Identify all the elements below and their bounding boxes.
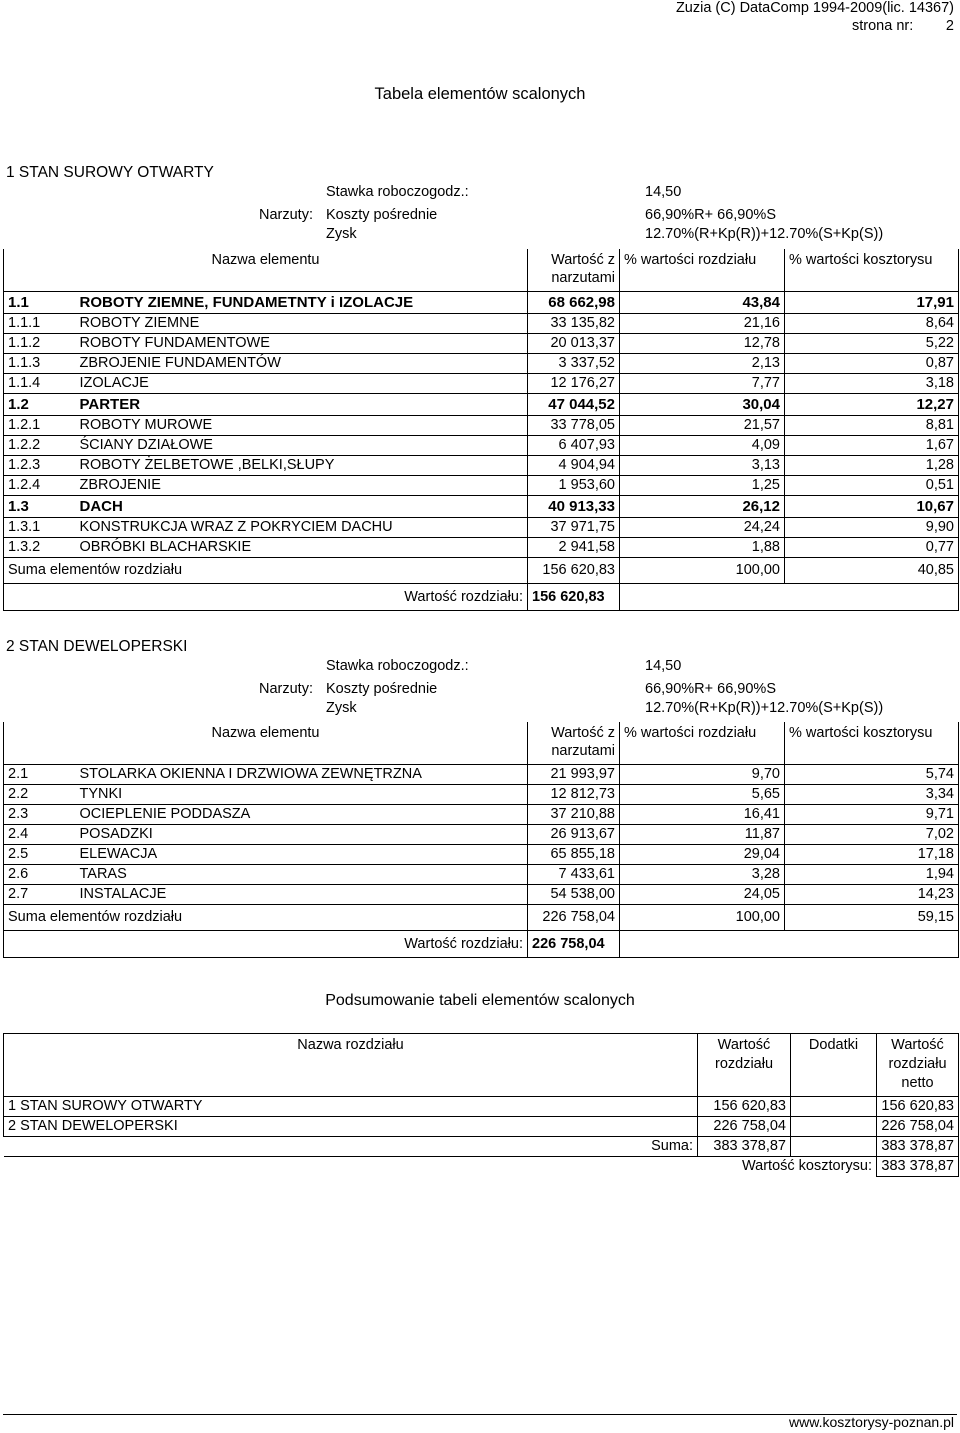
row-pct-total: 5,74 (785, 764, 959, 784)
row-number: 1.2.1 (4, 415, 76, 435)
row-name: OBRÓBKI BLACHARSKIE (76, 537, 528, 557)
row-number: 2.2 (4, 784, 76, 804)
row-value: 3 337,52 (528, 353, 620, 373)
chapter-table (3, 722, 959, 958)
row-pct-chapter: 24,24 (620, 517, 785, 537)
table-row (4, 353, 959, 373)
row-value: 12 812,73 (528, 784, 620, 804)
row-number: 1.3.2 (4, 537, 76, 557)
row-value: 21 993,97 (528, 764, 620, 784)
row-pct-chapter: 1,25 (620, 475, 785, 495)
summary-col-net: Wartość rozdziału netto (877, 1034, 959, 1097)
row-number: 2.6 (4, 864, 76, 884)
summary-sum-net: 383 378,87 (877, 1137, 959, 1157)
row-pct-chapter: 12,78 (620, 333, 785, 353)
row-number: 1.2.4 (4, 475, 76, 495)
summary-row-value: 156 620,83 (698, 1097, 791, 1117)
row-name: KONSTRUKCJA WRAZ Z POKRYCIEM DACHU (76, 517, 528, 537)
table-row (4, 784, 959, 804)
summary-row (4, 1097, 959, 1117)
row-number: 2.3 (4, 804, 76, 824)
row-name: POSADZKI (76, 824, 528, 844)
table-row (4, 415, 959, 435)
row-value: 37 210,88 (528, 804, 620, 824)
col-header-pct-chapter: % wartości rozdziału (620, 722, 785, 764)
empty-cell (620, 930, 785, 957)
row-number: 2.7 (4, 884, 76, 904)
row-pct-chapter: 9,70 (620, 764, 785, 784)
summary-col-extra: Dodatki (791, 1034, 877, 1097)
row-number: 2.4 (4, 824, 76, 844)
table-row (4, 844, 959, 864)
row-value: 2 941,58 (528, 537, 620, 557)
row-name: ROBOTY MUROWE (76, 415, 528, 435)
row-number: 1.1.4 (4, 373, 76, 393)
table-row (4, 455, 959, 475)
row-value: 12 176,27 (528, 373, 620, 393)
row-value: 33 135,82 (528, 313, 620, 333)
summary-sum-label: Suma: (4, 1137, 698, 1157)
row-pct-chapter: 21,57 (620, 415, 785, 435)
table-row (4, 824, 959, 844)
chapter-value-label: Wartość rozdziału: (4, 930, 528, 957)
row-number: 2.5 (4, 844, 76, 864)
row-pct-chapter: 21,16 (620, 313, 785, 333)
sum-value: 226 758,04 (528, 904, 620, 930)
row-pct-total: 0,77 (785, 537, 959, 557)
table-row (4, 435, 959, 455)
table-row (4, 393, 959, 415)
row-value: 6 407,93 (528, 435, 620, 455)
row-pct-total: 7,02 (785, 824, 959, 844)
row-name: ROBOTY ŻELBETOWE ,BELKI,SŁUPY (76, 455, 528, 475)
chapter-value-label: Wartość rozdziału: (4, 583, 528, 610)
row-pct-chapter: 43,84 (620, 291, 785, 313)
summary-row-net: 226 758,04 (877, 1117, 959, 1137)
row-value: 37 971,75 (528, 517, 620, 537)
row-name: ROBOTY FUNDAMENTOWE (76, 333, 528, 353)
row-pct-chapter: 2,13 (620, 353, 785, 373)
row-name: ELEWACJA (76, 844, 528, 864)
row-value: 68 662,98 (528, 291, 620, 313)
row-number: 1.3 (4, 495, 76, 517)
row-pct-total: 14,23 (785, 884, 959, 904)
document-title: Tabela elementów scalonych (374, 85, 586, 103)
row-pct-chapter: 26,12 (620, 495, 785, 517)
row-pct-total: 1,28 (785, 455, 959, 475)
table-row (4, 475, 959, 495)
sum-value: 156 620,83 (528, 557, 620, 583)
row-pct-total: 1,67 (785, 435, 959, 455)
row-pct-total: 9,90 (785, 517, 959, 537)
summary-row-net: 156 620,83 (877, 1097, 959, 1117)
summary-total-value: 383 378,87 (877, 1157, 959, 1177)
row-name: ŚCIANY DZIAŁOWE (76, 435, 528, 455)
sum-pct-total: 40,85 (785, 557, 959, 583)
row-pct-total: 17,91 (785, 291, 959, 313)
row-pct-total: 12,27 (785, 393, 959, 415)
summary-col-name: Nazwa rozdziału (4, 1034, 698, 1097)
row-number: 1.1.2 (4, 333, 76, 353)
row-pct-total: 8,64 (785, 313, 959, 333)
col-header-pct-total: % wartości kosztorysu (785, 249, 959, 291)
row-pct-chapter: 1,88 (620, 537, 785, 557)
chapter-table (3, 249, 959, 611)
zysk-value: 12.70%(R+Kp(R))+12.70%(S+Kp(S)) (645, 700, 884, 716)
row-pct-chapter: 4,09 (620, 435, 785, 455)
table-row (4, 373, 959, 393)
table-row (4, 764, 959, 784)
row-value: 1 953,60 (528, 475, 620, 495)
summary-row-name: 2 STAN DEWELOPERSKI (4, 1117, 698, 1137)
table-row (4, 333, 959, 353)
row-value: 7 433,61 (528, 864, 620, 884)
row-pct-chapter: 16,41 (620, 804, 785, 824)
row-name: ROBOTY ZIEMNE (76, 313, 528, 333)
row-number: 1.1.3 (4, 353, 76, 373)
row-pct-total: 0,87 (785, 353, 959, 373)
row-pct-chapter: 7,77 (620, 373, 785, 393)
row-value: 33 778,05 (528, 415, 620, 435)
row-number: 1.1.1 (4, 313, 76, 333)
summary-row-value: 226 758,04 (698, 1117, 791, 1137)
table-row (4, 495, 959, 517)
footer-url: www.kosztorysy-poznan.pl (789, 1414, 954, 1430)
row-pct-total: 8,81 (785, 415, 959, 435)
row-pct-chapter: 30,04 (620, 393, 785, 415)
zysk-value: 12.70%(R+Kp(R))+12.70%(S+Kp(S)) (645, 226, 884, 242)
summary-row-extra (791, 1097, 877, 1117)
row-name: ZBROJENIE (76, 475, 528, 495)
row-value: 4 904,94 (528, 455, 620, 475)
table-row (4, 313, 959, 333)
row-pct-total: 3,34 (785, 784, 959, 804)
row-value: 40 913,33 (528, 495, 620, 517)
row-number: 1.2.2 (4, 435, 76, 455)
row-pct-total: 5,22 (785, 333, 959, 353)
row-pct-total: 1,94 (785, 864, 959, 884)
chapter-title: 1 STAN SUROWY OTWARTY (6, 164, 214, 181)
table-row (4, 291, 959, 313)
table-row (4, 517, 959, 537)
row-value: 65 855,18 (528, 844, 620, 864)
sum-pct-chapter: 100,00 (620, 904, 785, 930)
summary-row (4, 1117, 959, 1137)
page-number-label: strona nr: (852, 18, 914, 34)
row-value: 54 538,00 (528, 884, 620, 904)
summary-total-label: Wartość kosztorysu: (742, 1158, 872, 1175)
narzuty-label: Narzuty: (259, 207, 313, 223)
table-row (4, 537, 959, 557)
summary-total-row (4, 1157, 959, 1177)
stawka-label: Stawka roboczogodz.: (326, 184, 469, 200)
row-number: 1.2 (4, 393, 76, 415)
stawka-label: Stawka roboczogodz.: (326, 658, 469, 674)
table-row (4, 804, 959, 824)
chapter-sum-row (4, 904, 959, 930)
chapter-title: 2 STAN DEWELOPERSKI (6, 638, 188, 655)
sum-label: Suma elementów rozdziału (4, 557, 528, 583)
page-number: 2 (945, 18, 954, 34)
summary-table (3, 1033, 959, 1177)
col-header-pct-chapter: % wartości rozdziału (620, 249, 785, 291)
row-number: 1.1 (4, 291, 76, 313)
chapter-value: 156 620,83 (528, 583, 620, 610)
col-header-pct-total: % wartości kosztorysu (785, 722, 959, 764)
row-value: 26 913,67 (528, 824, 620, 844)
row-pct-total: 3,18 (785, 373, 959, 393)
narzuty-label: Narzuty: (259, 681, 313, 697)
row-name: IZOLACJE (76, 373, 528, 393)
row-pct-chapter: 3,13 (620, 455, 785, 475)
summary-title: Podsumowanie tabeli elementów scalonych (325, 992, 635, 1009)
row-name: ZBROJENIE FUNDAMENTÓW (76, 353, 528, 373)
row-pct-chapter: 29,04 (620, 844, 785, 864)
row-name: TYNKI (76, 784, 528, 804)
row-name: PARTER (76, 393, 528, 415)
row-pct-total: 0,51 (785, 475, 959, 495)
empty-cell (791, 1137, 877, 1157)
stawka-value: 14,50 (645, 184, 682, 200)
table-row (4, 884, 959, 904)
row-number: 1.2.3 (4, 455, 76, 475)
koszty-value: 66,90%R+ 66,90%S (645, 207, 776, 223)
koszty-label: Koszty pośrednie (326, 681, 438, 697)
chapter-value-row (4, 930, 959, 957)
row-pct-chapter: 3,28 (620, 864, 785, 884)
zysk-label: Zysk (326, 226, 357, 242)
chapter-sum-row (4, 557, 959, 583)
koszty-value: 66,90%R+ 66,90%S (645, 681, 776, 697)
koszty-label: Koszty pośrednie (326, 207, 438, 223)
row-name: INSTALACJE (76, 884, 528, 904)
row-pct-chapter: 11,87 (620, 824, 785, 844)
row-number: 2.1 (4, 764, 76, 784)
summary-sum-row (4, 1137, 959, 1157)
col-header-name: Nazwa elementu (4, 722, 528, 764)
row-pct-chapter: 5,65 (620, 784, 785, 804)
chapter-value-row (4, 583, 959, 610)
row-pct-total: 10,67 (785, 495, 959, 517)
empty-cell (620, 583, 785, 610)
row-name: STOLARKA OKIENNA I DRZWIOWA ZEWNĘTRZNA (76, 764, 528, 784)
row-name: DACH (76, 495, 528, 517)
chapter-value: 226 758,04 (528, 930, 620, 957)
sum-pct-total: 59,15 (785, 904, 959, 930)
row-pct-chapter: 24,05 (620, 884, 785, 904)
col-header-name: Nazwa elementu (4, 249, 528, 291)
col-header-value: Wartość z narzutami (528, 722, 620, 764)
summary-col-value: Wartość rozdziału (698, 1034, 791, 1097)
col-header-value: Wartość z narzutami (528, 249, 620, 291)
stawka-value: 14,50 (645, 658, 682, 674)
row-value: 47 044,52 (528, 393, 620, 415)
row-number: 1.3.1 (4, 517, 76, 537)
row-name: ROBOTY ZIEMNE, FUNDAMETNTY i IZOLACJE (76, 291, 528, 313)
table-row (4, 864, 959, 884)
row-value: 20 013,37 (528, 333, 620, 353)
empty-cell (785, 583, 959, 610)
summary-sum-value: 383 378,87 (698, 1137, 791, 1157)
summary-row-extra (791, 1117, 877, 1137)
zysk-label: Zysk (326, 700, 357, 716)
sum-pct-chapter: 100,00 (620, 557, 785, 583)
row-pct-total: 17,18 (785, 844, 959, 864)
software-license: Zuzia (C) DataComp 1994-2009(lic. 14367) (675, 0, 954, 16)
sum-label: Suma elementów rozdziału (4, 904, 528, 930)
summary-row-name: 1 STAN SUROWY OTWARTY (4, 1097, 698, 1117)
empty-cell (785, 930, 959, 957)
row-name: TARAS (76, 864, 528, 884)
row-pct-total: 9,71 (785, 804, 959, 824)
row-name: OCIEPLENIE PODDASZA (76, 804, 528, 824)
